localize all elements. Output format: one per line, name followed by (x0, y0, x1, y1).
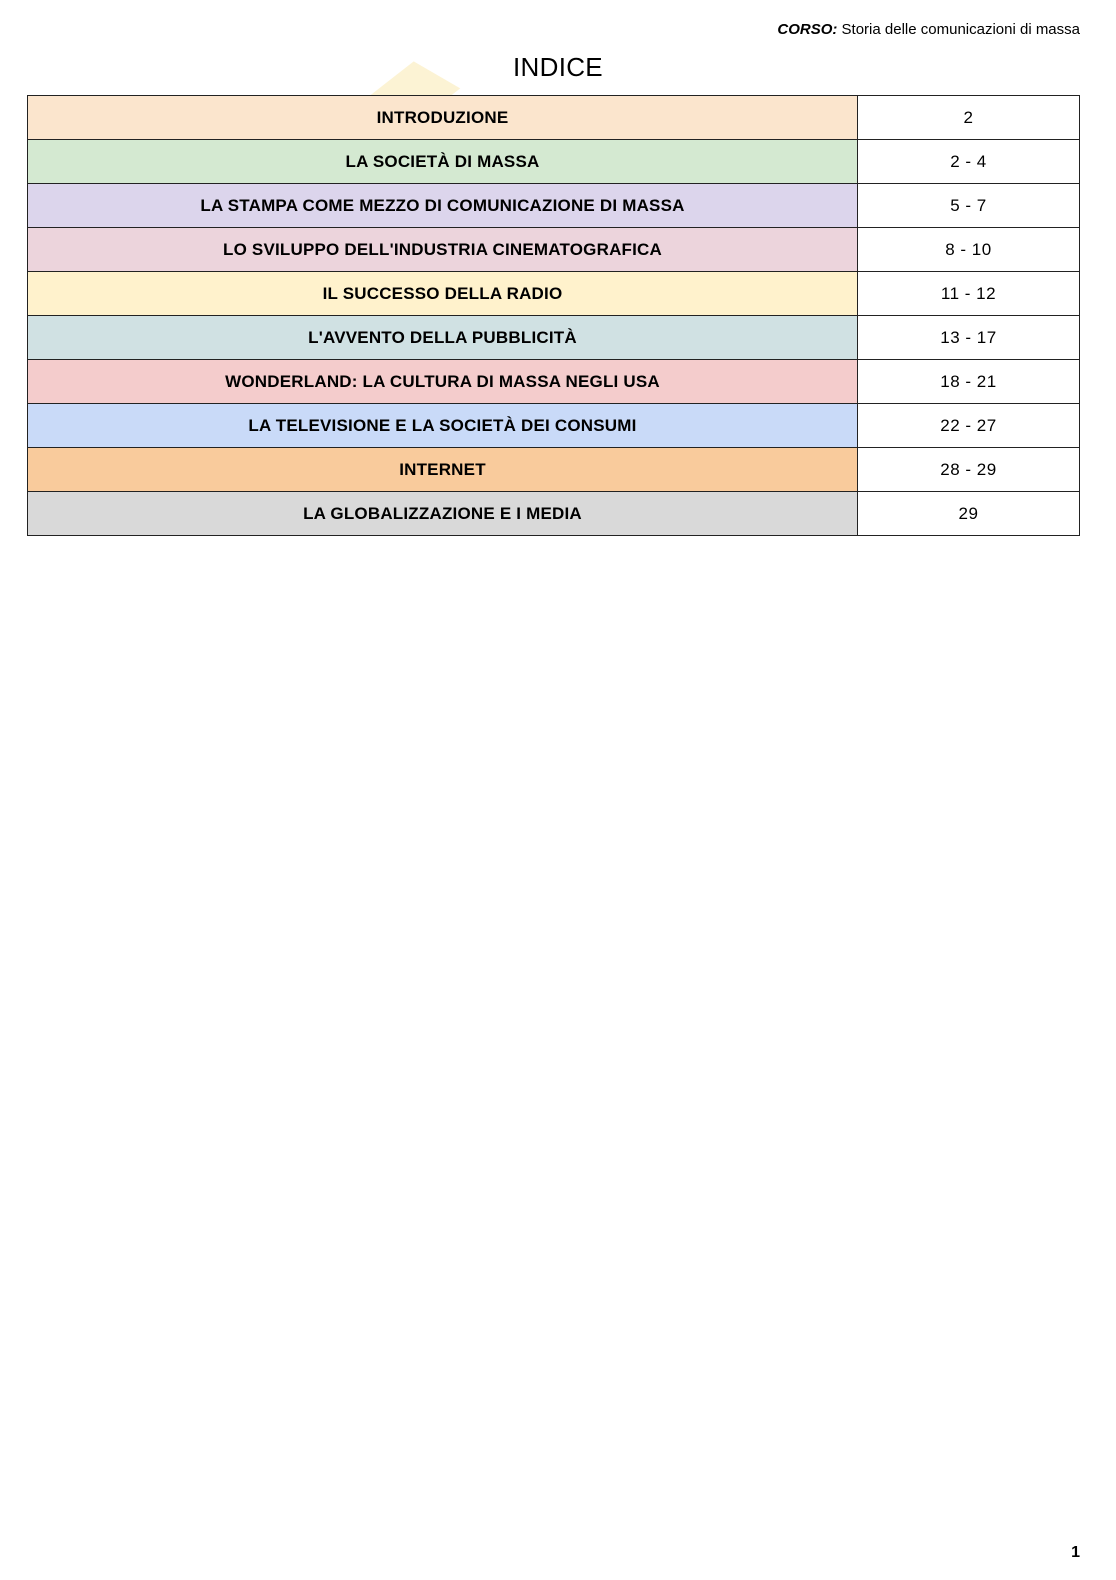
course-label: CORSO: (777, 21, 838, 38)
toc-pages: 29 (858, 492, 1080, 536)
toc-pages: 13 - 17 (858, 316, 1080, 360)
toc-section[interactable]: LO SVILUPPO DELL'INDUSTRIA CINEMATOGRAFICA (28, 228, 858, 272)
toc-pages: 8 - 10 (858, 228, 1080, 272)
toc-pages: 11 - 12 (858, 272, 1080, 316)
toc-pages: 2 - 4 (858, 140, 1080, 184)
toc-section[interactable]: LA GLOBALIZZAZIONE E I MEDIA (28, 492, 858, 536)
page-title: INDICE (513, 52, 603, 82)
toc-section[interactable]: LA TELEVISIONE E LA SOCIETÀ DEI CONSUMI (28, 404, 858, 448)
toc-pages: 28 - 29 (858, 448, 1080, 492)
toc-section[interactable]: LA SOCIETÀ DI MASSA (28, 140, 858, 184)
toc-row[interactable] (28, 360, 1080, 404)
course-name: Storia delle comunicazioni di massa (841, 21, 1080, 38)
toc-row[interactable] (28, 316, 1080, 360)
toc-row[interactable] (28, 96, 1080, 140)
toc-section[interactable]: WONDERLAND: LA CULTURA DI MASSA NEGLI USA (28, 360, 858, 404)
toc-row[interactable] (28, 492, 1080, 536)
toc-row[interactable] (28, 228, 1080, 272)
toc-row[interactable] (28, 184, 1080, 228)
toc-pages: 2 (858, 96, 1080, 140)
toc-row[interactable] (28, 448, 1080, 492)
toc-section[interactable]: INTRODUZIONE (28, 96, 858, 140)
toc-row[interactable] (28, 272, 1080, 316)
toc-section[interactable]: L'AVVENTO DELLA PUBBLICITÀ (28, 316, 858, 360)
course-header (777, 21, 1080, 38)
toc-table (27, 95, 1080, 536)
toc-section[interactable]: INTERNET (28, 448, 858, 492)
toc-row[interactable] (28, 404, 1080, 448)
toc-section[interactable]: IL SUCCESSO DELLA RADIO (28, 272, 858, 316)
toc-pages: 18 - 21 (858, 360, 1080, 404)
toc-section[interactable]: LA STAMPA COME MEZZO DI COMUNICAZIONE DI MASSA (28, 184, 858, 228)
toc-pages: 5 - 7 (858, 184, 1080, 228)
page-number: 1 (1071, 1544, 1080, 1561)
toc-pages: 22 - 27 (858, 404, 1080, 448)
toc-row[interactable] (28, 140, 1080, 184)
